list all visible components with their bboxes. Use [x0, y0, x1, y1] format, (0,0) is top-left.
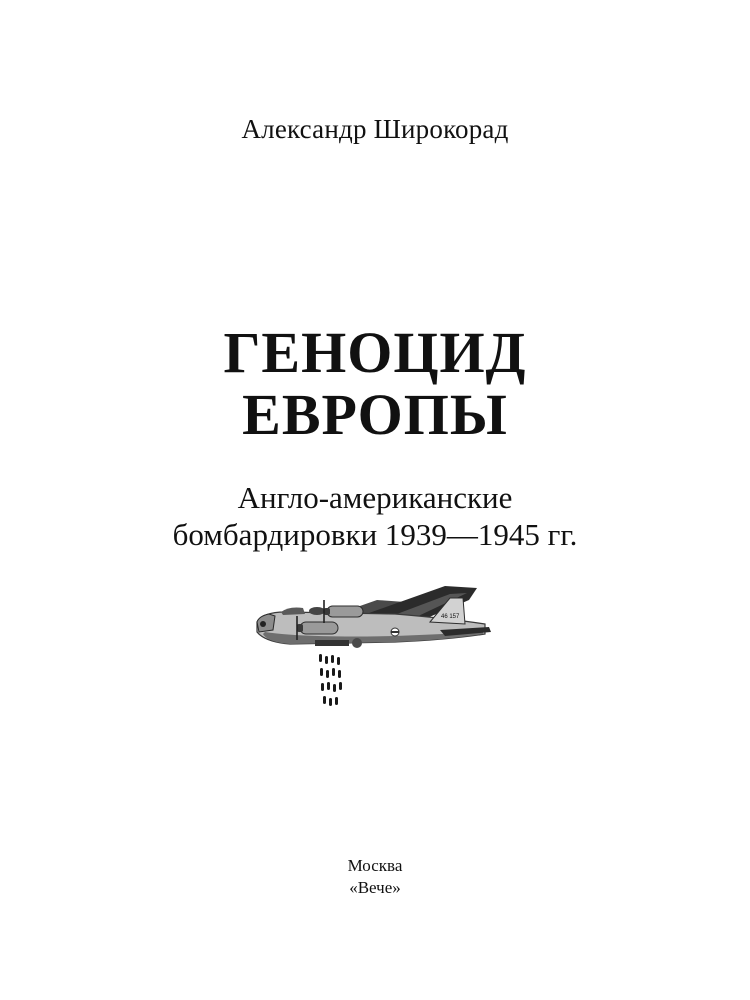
bomber-illustration — [245, 580, 495, 715]
book-title-line-2: ЕВРОПЫ — [242, 382, 508, 447]
publisher-city: Москва — [347, 856, 403, 875]
publisher-block — [0, 855, 750, 899]
bomber-plane-icon — [245, 580, 495, 715]
book-subtitle — [0, 479, 750, 553]
author-name: Александр Широкорад — [241, 114, 509, 144]
book-title — [0, 322, 750, 446]
book-title-line-1: ГЕНОЦИД — [223, 320, 527, 385]
publisher-name: «Вече» — [349, 878, 401, 897]
book-subtitle-line-1: Англо-американские — [237, 480, 513, 515]
svg-text:46 157: 46 157 — [441, 614, 460, 620]
book-subtitle-line-2: бомбардировки 1939—1945 гг. — [172, 517, 578, 552]
